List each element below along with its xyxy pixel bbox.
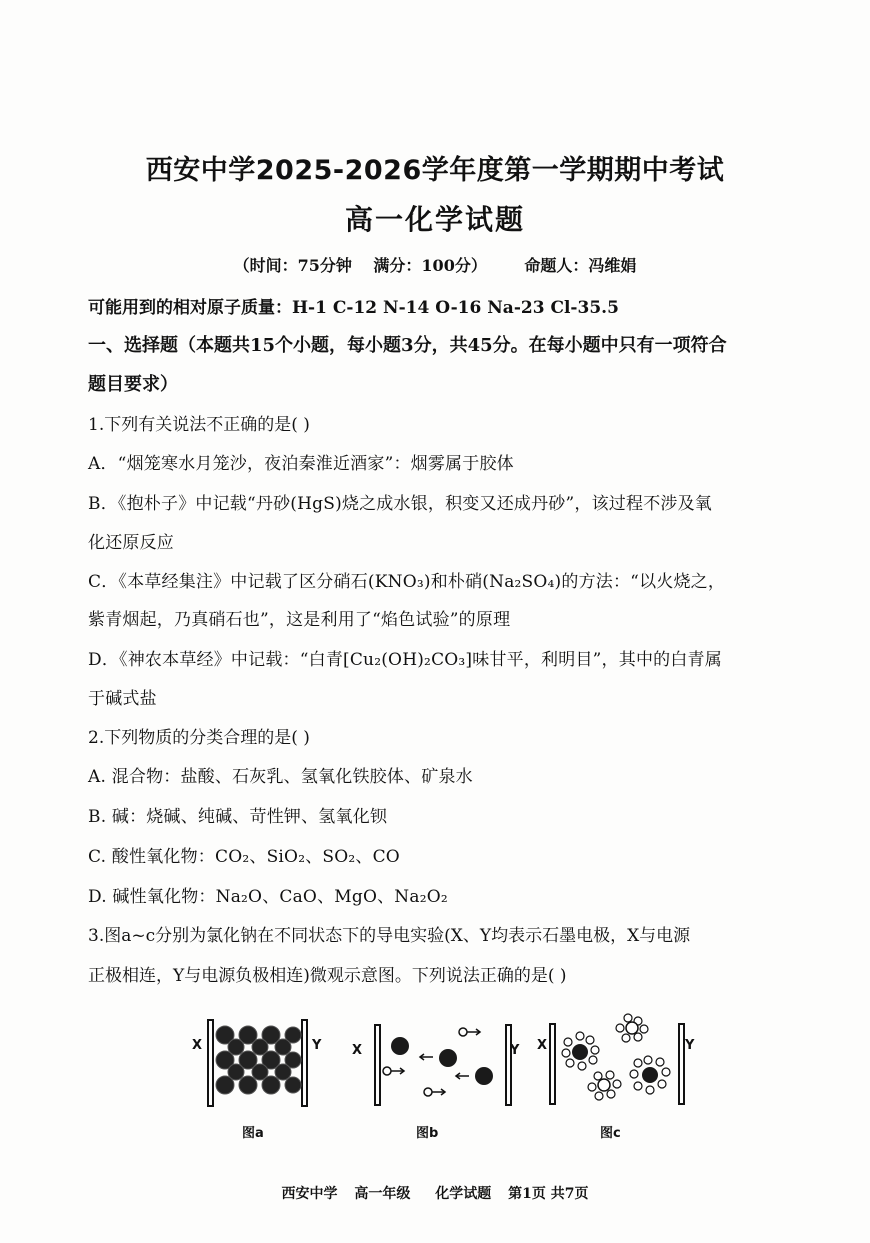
- exam-score: 满分：100分）: [373, 256, 487, 275]
- figure-a-x-label: X: [192, 1038, 203, 1053]
- q2-option-a: A. 混合物：盐酸、石灰乳、氢氧化铁胶体、矿泉水: [88, 767, 473, 787]
- exam-time: （时间：75分钟: [233, 256, 352, 275]
- figure-b-y-label: Y: [510, 1043, 520, 1058]
- subject-title: 高一化学试题: [344, 203, 525, 236]
- q3-stem-cont: 正极相连，Y与电源负极相连)微观示意图。下列说法正确的是( ): [88, 966, 567, 986]
- figure-c-caption: 图c: [600, 1126, 621, 1141]
- section-title: 一、选择题（本题共15个小题，每小题3分，共45分。在每小题中只有一项符合: [88, 335, 727, 356]
- q2-option-b: B. 碱：烧碱、纯碱、苛性钾、氢氧化钡: [88, 807, 388, 827]
- figure-b-x-label: X: [352, 1043, 363, 1058]
- figure-a-caption: 图a: [242, 1126, 264, 1141]
- q1-stem: 1.下列有关说法不正确的是( ): [88, 415, 310, 435]
- exam-meta: [0, 253, 870, 276]
- figure-b-diagram: [375, 1025, 511, 1105]
- figure-c-diagram: [550, 1014, 684, 1104]
- atomic-masses: 可能用到的相对原子质量：H-1 C-12 N-14 O-16 Na-23 Cl-35.5: [88, 298, 619, 318]
- q1-option-d-cont: 于碱式盐: [88, 689, 157, 709]
- exam-title: 西安中学2025-2026学年度第一学期期中考试: [145, 155, 725, 186]
- footer-page-number: 第1页 共7页: [508, 1186, 589, 1202]
- figure-a-y-label: Y: [312, 1038, 322, 1053]
- q2-option-d: D. 碱性氧化物：Na₂O、CaO、MgO、Na₂O₂: [88, 887, 448, 907]
- q2-stem: 2.下列物质的分类合理的是( ): [88, 728, 310, 748]
- exam-author: 命题人：冯维娟: [524, 256, 637, 275]
- q2-option-c: C. 酸性氧化物：CO₂、SiO₂、SO₂、CO: [88, 847, 400, 867]
- figure-c-y-label: Y: [685, 1038, 695, 1053]
- q1-option-d: D．《神农本草经》中记载：“白青[Cu₂(OH)₂CO₃]味甘平，利明目”，其中的白青属: [88, 650, 722, 670]
- q3-stem: 3.图a~c分别为氯化钠在不同状态下的导电实验(X、Y均表示石墨电极，X与电源: [88, 926, 691, 946]
- q1-option-b-cont: 化还原反应: [88, 533, 174, 553]
- figure-b-caption: 图b: [416, 1126, 439, 1141]
- figure-c-x-label: X: [537, 1038, 548, 1053]
- q1-option-a: A．“烟笼寒水月笼沙，夜泊秦淮近酒家”：烟雾属于胶体: [88, 454, 514, 474]
- footer-school: 西安中学: [281, 1186, 338, 1202]
- section-title-cont: 题目要求）: [88, 374, 178, 395]
- q1-option-b: B．《抱朴子》中记载“丹砂(HgS)烧之成水银，积变又还成丹砂”，该过程不涉及氧: [88, 494, 712, 514]
- page-footer: [0, 1183, 870, 1203]
- footer-grade: 高一年级: [354, 1186, 411, 1202]
- q1-option-c: C．《本草经集注》中记载了区分硝石(KNO₃)和朴硝(Na₂SO₄)的方法：“以火烧之，: [88, 572, 726, 592]
- q1-option-c-cont: 紫青烟起，乃真硝石也”，这是利用了“焰色试验”的原理: [88, 610, 511, 630]
- figure-a-diagram: [208, 1020, 307, 1106]
- footer-subject: 化学试题: [435, 1186, 492, 1202]
